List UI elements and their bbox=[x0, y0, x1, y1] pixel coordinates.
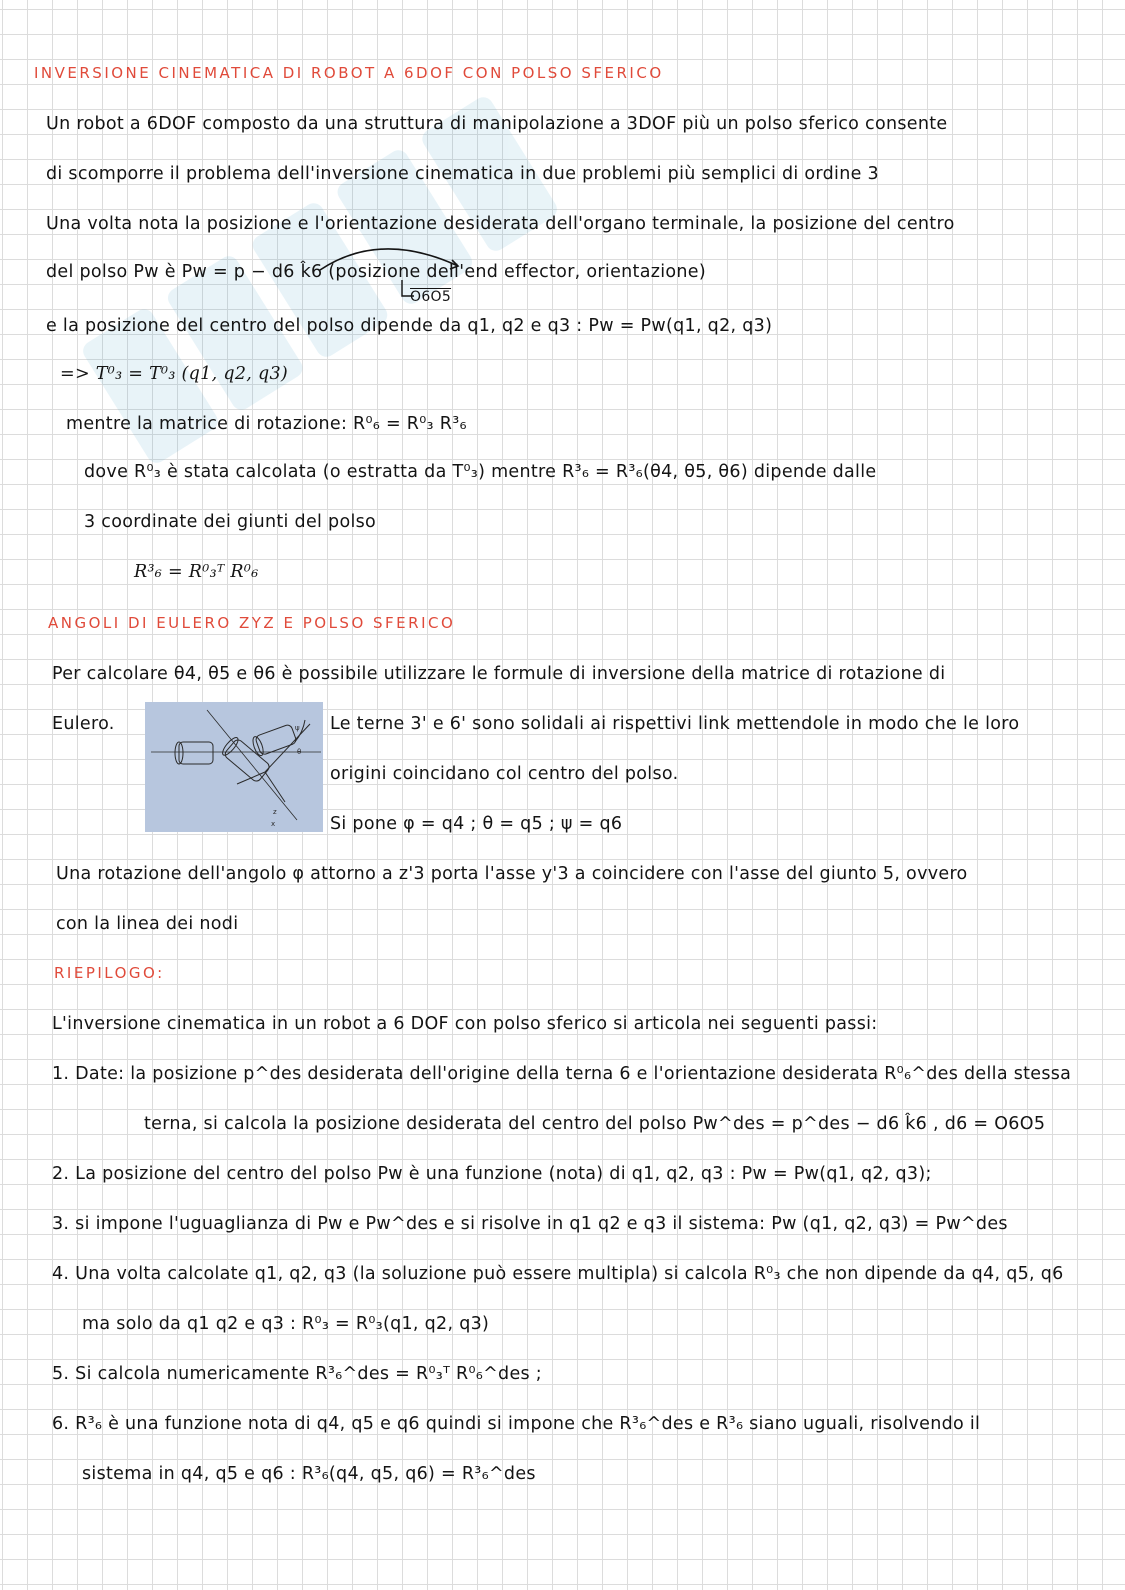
step-4: 4. Una volta calcolate q1, q2, q3 (la soluzione può essere multipla) si calcola R⁰₃ che non dipende da q4, q5, q6 bbox=[52, 1264, 1064, 1284]
paragraph-line-3: Una volta nota la posizione e l'orientazione desiderata dell'organo terminale, la posizione del centro bbox=[46, 214, 955, 234]
formula-r36: R³₆ = R⁰₃ᵀ R⁰₆ bbox=[134, 562, 259, 582]
step-3: 3. si impone l'uguaglianza di Pw e Pw^des e si risolve in q1 q2 e q3 il sistema: Pw (q1, q2, q3) = Pw^des bbox=[52, 1214, 1008, 1234]
section-heading-eulero: ANGOLI DI EULERO ZYZ E POLSO SFERICO bbox=[48, 614, 456, 632]
eulero-line-1: Una rotazione dell'angolo φ attorno a z'3 porta l'asse y'3 a coincidere con l'asse del giunto 5, ovvero bbox=[56, 864, 968, 884]
step-5: 5. Si calcola numericamente R³₆^des = R⁰₃ᵀ R⁰₆^des ; bbox=[52, 1364, 542, 1384]
spherical-wrist-diagram-icon bbox=[145, 702, 323, 832]
paragraph-line-9: 3 coordinate dei giunti del polso bbox=[84, 512, 377, 532]
section-heading-riepilogo: RIEPILOGO: bbox=[54, 964, 165, 982]
svg-text:x: x bbox=[271, 820, 276, 828]
paragraph-line-4: del polso Pw è Pw = p − d6 k̂6 (posizione dell'end effector, orientazione) bbox=[46, 262, 706, 282]
spherical-wrist-figure bbox=[145, 702, 323, 832]
eulero-intro: Per calcolare θ4, θ5 e θ6 è possibile utilizzare le formule di inversione della matrice di rotazione di bbox=[52, 664, 946, 684]
paragraph-line-8: dove R⁰₃ è stata calcolata (o estratta da T⁰₃) mentre R³₆ = R³₆(θ4, θ5, θ6) dipende dalle bbox=[84, 462, 877, 482]
step-1: 1. Date: la posizione p^des desiderata dell'origine della terna 6 e l'orientazione desiderata R⁰₆^des della stessa bbox=[52, 1064, 1072, 1084]
eulero-line-2: con la linea dei nodi bbox=[56, 914, 239, 934]
paragraph-line-1: Un robot a 6DOF composto da una struttura di manipolazione a 3DOF più un polso sferico consente bbox=[46, 114, 948, 134]
svg-text:ψ: ψ bbox=[295, 724, 300, 732]
paragraph-line-7: mentre la matrice di rotazione: R⁰₆ = R⁰₃ R³₆ bbox=[66, 414, 467, 434]
annotation-o6o5: O6O5 bbox=[410, 289, 452, 305]
riepilogo-intro: L'inversione cinematica in un robot a 6 DOF con polso sferico si articola nei seguenti passi: bbox=[52, 1014, 878, 1034]
step-6: 6. R³₆ è una funzione nota di q4, q5 e q6 quindi si impone che R³₆^des e R³₆ siano uguali, risolvendo il bbox=[52, 1414, 981, 1434]
step-1-cont: terna, si calcola la posizione desiderata del centro del polso Pw^des = p^des − d6 k̂6 , d6 = O6O5 bbox=[144, 1114, 1046, 1134]
svg-text:θ: θ bbox=[297, 748, 302, 756]
formula-t03: => T⁰₃ = T⁰₃ (q1, q2, q3) bbox=[60, 364, 289, 384]
step-6-cont: sistema in q4, q5 e q6 : R³₆(q4, q5, q6) = R³₆^des bbox=[82, 1464, 536, 1484]
figure-side-line-2: origini coincidano col centro del polso. bbox=[330, 764, 679, 784]
eulero-intro-2: Eulero. bbox=[52, 714, 115, 734]
figure-side-line-3: Si pone φ = q4 ; θ = q5 ; ψ = q6 bbox=[330, 814, 623, 834]
step-2: 2. La posizione del centro del polso Pw è una funzione (nota) di q1, q2, q3 : Pw = Pw(q1, q2, q3); bbox=[52, 1164, 932, 1184]
svg-text:z: z bbox=[273, 808, 277, 816]
step-4-cont: ma solo da q1 q2 e q3 : R⁰₃ = R⁰₃(q1, q2, q3) bbox=[82, 1314, 490, 1334]
paragraph-line-2: di scomporre il problema dell'inversione cinematica in due problemi più semplici di ordine 3 bbox=[46, 164, 879, 184]
paragraph-line-5: e la posizione del centro del polso dipende da q1, q2 e q3 : Pw = Pw(q1, q2, q3) bbox=[46, 316, 773, 336]
section-heading-inversione: INVERSIONE CINEMATICA DI ROBOT A 6DOF CON POLSO SFERICO bbox=[34, 64, 664, 82]
figure-side-line-1: Le terne 3' e 6' sono solidali ai rispettivi link mettendole in modo che le loro bbox=[330, 714, 1020, 734]
